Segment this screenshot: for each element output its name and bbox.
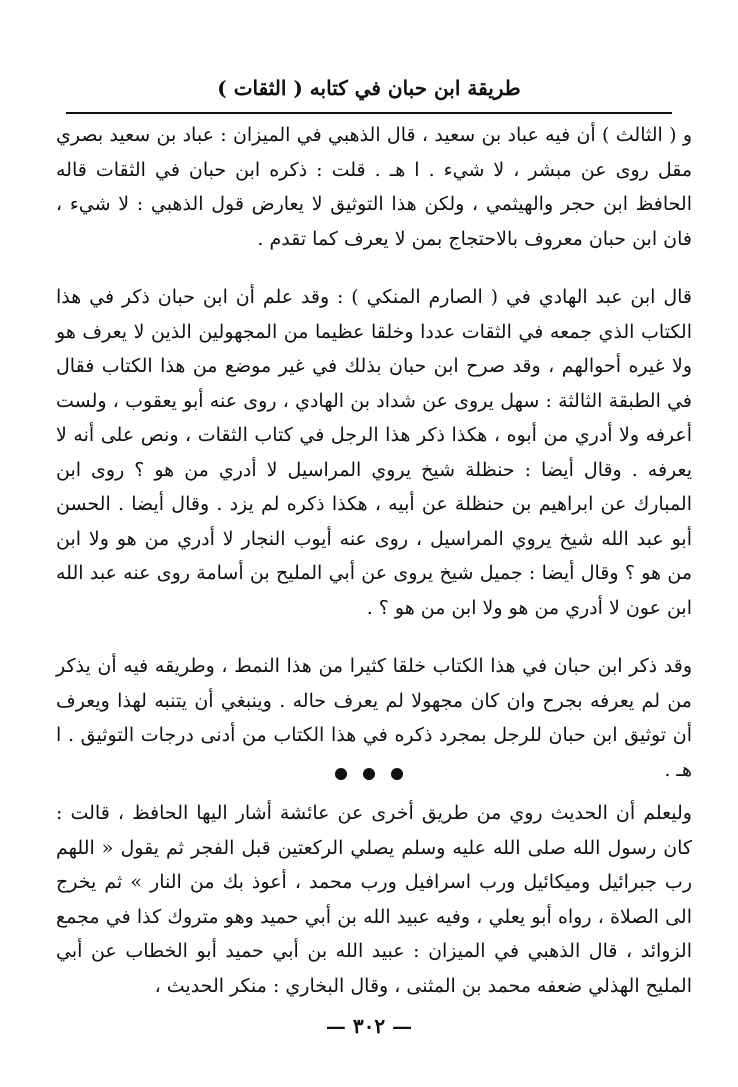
page-number: — ٣٠٢ — [325,1014,413,1038]
running-head-title: طريقة ابن حبان في كتابه ( الثقات ) [217,76,521,100]
paragraph-gap [56,625,692,649]
separator-dot [391,768,403,780]
second-text-block [56,796,692,1003]
separator-dot [335,768,347,780]
paragraph-gap [56,256,692,280]
paragraph-third-point: و ( الثالث ) أن فيه عباد بن سعيد ، قال الذهبي في الميزان : عباد بن سعيد بصري مقل روى عن مبشر ، لا شيء . ا هـ . قلت : ذكره ابن حبان في الثقات قاله الحافظ ابن حجر والهيثمي ، ولكن هذا التوثيق لا يعارض قول الذهبي : لا شيء ، فان ابن حبان معروف بالاحتجاج بمن لا يعرف كما تقدم . [56,124,692,250]
paragraph-ibn-abd-alhadi-quote: قال ابن عبد الهادي في ( الصارم المنكي ) : وقد علم أن ابن حبان ذكر في هذا الكتاب الذي جمعه في الثقات عددا وخلقا عظيما من المجهولين الذين لا يعرف هو ولا غيره أحوالهم ، وقد صرح ابن حبان بذلك في غير موضع من هذا الكتاب فقال في الطبقة الثالثة : سهل يروى عن شداد بن الهادي ، روى عنه أبو يعقوب ، ولست أعرفه ولا أدري من أبوه ، هكذا ذكر هذا الرجل في كتاب الثقات ، ونص على أنه لا يعرفه . وقال أيضا : حنظلة شيخ يروي المراسيل لا أدري من هو ؟ روى ابن المبارك عن ابراهيم بن حنظلة عن أبيه ، هكذا ذكره لم يزد . وقال أيضا . الحسن أبو عبد الله شيخ يروي المراسيل ، روى عنه أيوب النجار لا أدري من هو ولا ابن من هو ؟ وقال أيضا : جميل شيخ يروى عن أبي المليح بن أسامة روى عنه عبد الله ابن عون لا أدري من هو ولا ابن من هو ؟ . [56,286,692,619]
section-separator [0,754,738,794]
paragraph-aisha-hadith: وليعلم أن الحديث روي من طريق أخرى عن عائشة أشار اليها الحافظ ، قالت : كان رسول الله صلى الله عليه وسلم يصلي الركعتين قبل الفجر ثم يقول « اللهم رب جبرائيل وميكائيل ورب اسرافيل ورب محمد ، أعوذ بك من النار » ثم يخرج الى الصلاة ، رواه أبو يعلي ، وفيه عبيد الله بن أبي حميد وهو متروك كذا في مجمع الزوائد ، قال الذهبي في الميزان : عبيد الله بن أبي حميد أبو الخطاب عن أبي المليح الهذلي ضعفه محمد بن المثنى ، وقال البخاري : منكر الحديث ، [56,802,692,997]
main-text-block [56,118,692,787]
separator-dot [363,768,375,780]
header-rule [66,112,672,114]
paragraph-ibn-hibban-method: وقد ذكر ابن حبان في هذا الكتاب خلقا كثيرا من هذا النمط ، وطريقه فيه أن يذكر من لم يعرفه بجرح وان كان مجهولا لم يعرف حاله . وينبغي أن يتنبه لهذا ويعرف أن توثيق ابن حبان للرجل بمجرد ذكره في هذا الكتاب من أدنى درجات التوثيق . ا هـ . [56,655,692,781]
